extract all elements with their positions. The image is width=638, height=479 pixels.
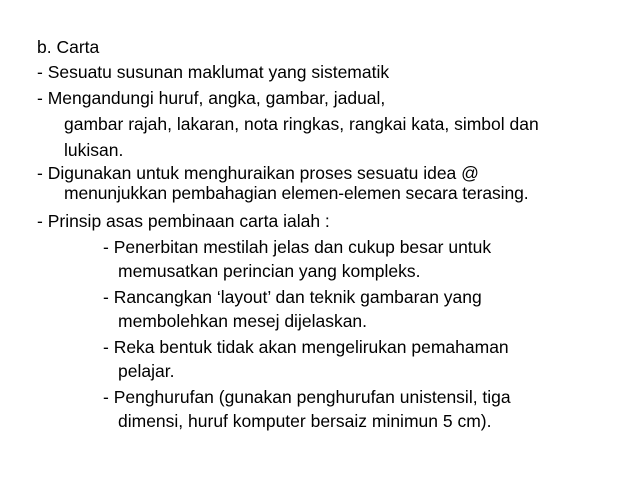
bullet-continuation: lukisan.: [64, 140, 124, 160]
sub-bullet-continuation: pelajar.: [118, 361, 175, 381]
bullet-line: - Sesuatu susunan maklumat yang sistematik: [37, 62, 390, 82]
sub-bullet-continuation: dimensi, huruf komputer bersaiz minimun 5 cm).: [118, 411, 492, 431]
bullet-continuation: gambar rajah, lakaran, nota ringkas, rangkai kata, simbol dan: [64, 114, 539, 134]
sub-bullet-line: - Rancangkan ‘layout’ dan teknik gambaran yang: [103, 287, 482, 307]
sub-bullet-line: - Reka bentuk tidak akan mengelirukan pemahaman: [103, 337, 509, 357]
sub-bullet-continuation: memusatkan perincian yang kompleks.: [118, 261, 421, 281]
sub-bullet-line: - Penghurufan (gunakan penghurufan unistensil, tiga: [103, 387, 511, 407]
slide-heading: b. Carta: [37, 37, 100, 57]
bullet-line: - Prinsip asas pembinaan carta ialah :: [37, 211, 330, 231]
bullet-continuation: menunjukkan pembahagian elemen-elemen secara terasing.: [64, 183, 529, 203]
bullet-line: - Digunakan untuk menghuraikan proses sesuatu idea @: [37, 163, 479, 183]
sub-bullet-line: - Penerbitan mestilah jelas dan cukup besar untuk: [103, 237, 492, 257]
sub-bullet-continuation: membolehkan mesej dijelaskan.: [118, 311, 368, 331]
bullet-line: - Mengandungi huruf, angka, gambar, jadual,: [37, 88, 386, 108]
